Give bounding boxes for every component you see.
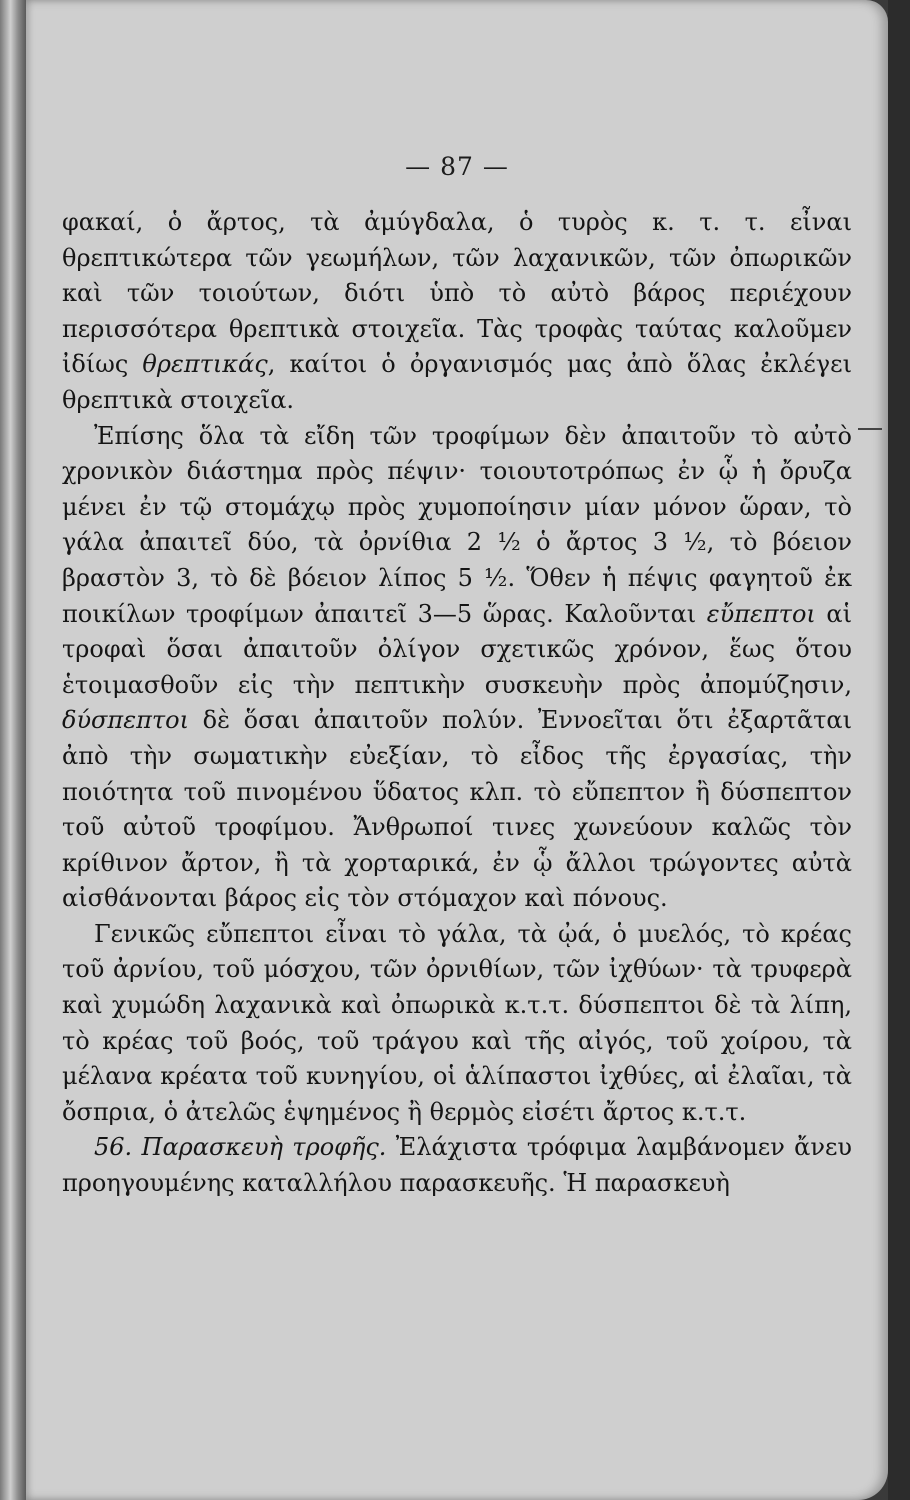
paragraph-1-italic: θρεπτικάς [142, 350, 268, 379]
margin-mark [858, 428, 882, 430]
page-text [62, 205, 852, 1202]
paragraph-3: Γενικῶς εὔπεπτοι εἶναι τὸ γάλα, τὰ ᾠά, ὁ μυελός, τὸ κρέας τοῦ ἀρνίου, τοῦ μόσχου, τῶν ὀρνιθίων, τῶν ἰχθύων· τὰ τρυφερὰ καὶ χυμώδη λαχανικὰ καὶ ὀπωρικὰ κ.τ.τ. δύσπεπτοι δὲ τὰ λίπη, τὸ κρέας τοῦ βοός, τοῦ τράγου καὶ τῆς αἰγός, τοῦ χοίρου, τὰ μέλανα κρέατα τοῦ κυνηγίου, οἱ ἁλίπαστοι ἰχθύες, αἱ ἐλαῖαι, τὰ ὄσπρια, ὁ ἀτελῶς ἑψημένος ἢ θερμὸς εἰσέτι ἄρτος κ.τ.τ. [62, 919, 852, 1126]
paragraph-2-text-a: Ἐπίσης ὅλα τὰ εἴδη τῶν τροφίμων δὲν ἀπαιτοῦν τὸ αὐτὸ χρονικὸν διάστημα πρὸς πέψιν· τοιουτοτρόπως ἐν ᾧ ἡ ὄρυζα μένει ἐν τῷ στομάχῳ πρὸς χυμοποίησιν μίαν μόνον ὥραν, τὸ γάλα ἀπαιτεῖ δύο, τὰ ὀρνίθια 2 ½ ὁ ἄρτος 3 ½, τὸ βόειον βραστὸν 3, τὸ δὲ βόειον λίπος 5 ½. Ὅθεν ἡ πέψις φαγητοῦ ἐκ ποικίλων τροφίμων ἀπαιτεῖ 3—5 ὥρας. Καλοῦνται [62, 421, 852, 628]
book-page [26, 0, 888, 1500]
paragraph-2 [62, 419, 852, 917]
section-heading: 56. Παρασκευὴ τροφῆς. [94, 1133, 387, 1162]
background-edge [888, 0, 910, 1500]
paragraph-2-text-b: αἱ τροφαὶ ὅσαι ἀπαιτοῦν ὀλίγον σχετικῶς χρόνον, ἕως ὅτου ἑτοιμασθοῦν εἰς τὴν πεπτικὴν συσκευὴν πρὸς ἀπομύζησιν, [62, 599, 852, 699]
paragraph-2-italic-2: δύσπεπτοι [62, 706, 189, 735]
page-number: — 87 — [405, 152, 509, 181]
paragraph-4 [62, 1130, 852, 1201]
paragraph-1-text-a: φακαί, ὁ ἄρτος, τὰ ἀμύγδαλα, ὁ τυρὸς κ. τ. τ. εἶναι θρεπτικώτερα τῶν γεωμήλων, τῶν λαχανικῶν, τῶν ὀπωρικῶν καὶ τῶν τοιούτων, διότι ὑπὸ τὸ αὐτὸ βάρος περιέχουν περισσότερα θρεπτικὰ στοιχεῖα. Τὰς τροφὰς ταύτας καλοῦμεν ἰδίως [62, 208, 852, 379]
paragraph-2-text-c: δὲ ὅσαι ἀπαιτοῦν πολύν. Ἐννοεῖται ὅτι ἐξαρτᾶται ἀπὸ τὴν σωματικὴν εὐεξίαν, τὸ εἶδος τῆς ἐργασίας, τὴν ποιότητα τοῦ πινομένου ὕδατος κλπ. τὸ εὔπεπτον ἢ δύσπεπτον τοῦ αὐτοῦ τροφίμου. Ἄνθρωποί τινες χωνεύουν καλῶς τὸν κρίθινον ἄρτον, ἢ τὰ χορταρικά, ἐν ᾧ ἄλλοι τρώγοντες αὐτὰ αἰσθάνονται βάρος εἰς τὸν στόμαχον καὶ πόνους. [62, 706, 852, 913]
paragraph-1 [62, 205, 852, 419]
paragraph-1-text-b: , καίτοι ὁ ὀργανισμός μας ἀπὸ ὅλας ἐκλέγει θρεπτικὰ στοιχεῖα. [62, 350, 852, 414]
paragraph-2-italic-1: εὔπεπτοι [706, 599, 816, 628]
paragraph-4-text: Ἐλάχιστα τρόφιμα λαμβάνομεν ἄνευ προηγουμένης καταλλήλου παρασκευῆς. Ἡ παρασκευὴ [62, 1133, 852, 1198]
book-spine-edge [0, 0, 26, 1500]
